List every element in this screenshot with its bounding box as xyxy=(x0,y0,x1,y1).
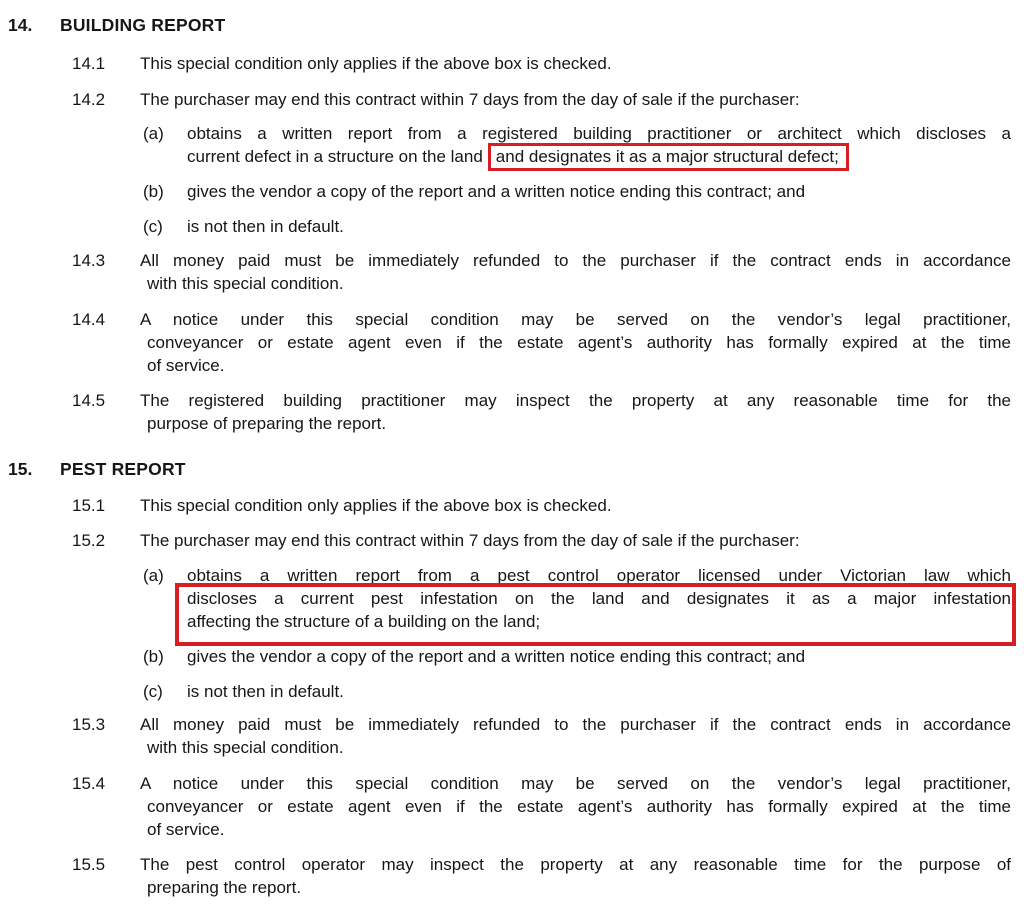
clause-14-5-number: 14.5 xyxy=(72,391,106,410)
building-defect-highlight-box: and designates it as a major structural defect; xyxy=(488,143,849,171)
clause-14-1-number: 14.1 xyxy=(72,54,106,73)
clause-15-2-b-text xyxy=(187,645,1011,668)
clause-14-5 xyxy=(0,389,1024,435)
text-line: A notice under this special condition may be served on the vendor’s legal practitioner, xyxy=(140,310,1011,329)
section-14-heading xyxy=(0,14,1024,37)
clause-15-5 xyxy=(0,853,1024,899)
text-line: The purchaser may end this contract within 7 days from the day of sale if the purchaser: xyxy=(140,531,800,550)
text-line: with this special condition. xyxy=(147,274,344,293)
clause-15-1 xyxy=(0,494,1024,517)
clause-15-2-a-text xyxy=(187,564,1011,633)
clause-15-4 xyxy=(0,772,1024,841)
clause-14-4-text xyxy=(140,308,1011,377)
clause-14-3-number: 14.3 xyxy=(72,251,106,270)
text-line: All money paid must be immediately refunded to the purchaser if the contract ends in accordance xyxy=(140,715,1011,734)
clause-14-2-text xyxy=(140,88,1011,111)
clause-14-3 xyxy=(0,249,1024,295)
clause-15-5-number: 15.5 xyxy=(72,855,106,874)
clause-15-2-number: 15.2 xyxy=(72,531,106,550)
text-line: is not then in default. xyxy=(187,217,344,236)
text-line: conveyancer or estate agent even if the estate agent’s authority has formally expired at the time xyxy=(147,333,1011,352)
clause-14-2-a-label: (a) xyxy=(143,124,164,143)
text-line: preparing the report. xyxy=(147,878,302,897)
clause-15-2-c-label: (c) xyxy=(143,682,163,701)
clause-14-2-a-text xyxy=(187,122,1011,168)
clause-14-2-b xyxy=(0,180,1024,203)
clause-15-5-text xyxy=(140,853,1011,899)
clause-15-2-b xyxy=(0,645,1024,668)
clause-14-2 xyxy=(0,88,1024,111)
text-line: The purchaser may end this contract within 7 days from the day of sale if the purchaser: xyxy=(140,90,800,109)
text-line: All money paid must be immediately refunded to the purchaser if the contract ends in accordance xyxy=(140,251,1011,270)
clause-14-3-text xyxy=(140,249,1011,295)
section-14-title: BUILDING REPORT xyxy=(60,15,226,35)
text-line: A notice under this special condition may be served on the vendor’s legal practitioner, xyxy=(140,774,1011,793)
text-line: purpose of preparing the report. xyxy=(147,414,387,433)
clause-14-2-b-text xyxy=(187,180,1011,203)
text-segment: current defect in a structure on the land xyxy=(187,147,483,166)
clause-15-4-number: 15.4 xyxy=(72,774,106,793)
text-line: gives the vendor a copy of the report and a written notice ending this contract; and xyxy=(187,182,806,201)
text-line: obtains a written report from a registered building practitioner or architect which discloses a xyxy=(187,124,1011,143)
clause-15-2-b-label: (b) xyxy=(143,647,164,666)
clause-15-4-text xyxy=(140,772,1011,841)
clause-15-2 xyxy=(0,529,1024,552)
clause-15-3-number: 15.3 xyxy=(72,715,106,734)
clause-15-3 xyxy=(0,713,1024,759)
section-15-number: 15. xyxy=(8,459,33,479)
text-line: discloses a current pest infestation on the land and designates it as a major infestation xyxy=(187,589,1011,608)
clause-15-2-c xyxy=(0,680,1024,703)
clause-15-2-c-text xyxy=(187,680,1011,703)
clause-15-2-a xyxy=(0,564,1024,633)
text-line: with this special condition. xyxy=(147,738,344,757)
clause-15-1-number: 15.1 xyxy=(72,496,106,515)
text-line: This special condition only applies if the above box is checked. xyxy=(140,496,612,515)
clause-14-2-c-label: (c) xyxy=(143,217,163,236)
clause-14-4 xyxy=(0,308,1024,377)
clause-14-2-c xyxy=(0,215,1024,238)
text-line: gives the vendor a copy of the report and a written notice ending this contract; and xyxy=(187,647,806,666)
text-line: The registered building practitioner may inspect the property at any reasonable time for the xyxy=(140,391,1011,410)
clause-14-5-text xyxy=(140,389,1011,435)
text-line: The pest control operator may inspect the property at any reasonable time for the purpose of xyxy=(140,855,1011,874)
clause-14-1-text xyxy=(140,52,1011,75)
section-15-heading xyxy=(0,458,1024,481)
text-line: obtains a written report from a pest control operator licensed under Victorian law which xyxy=(187,566,1011,585)
clause-15-1-text xyxy=(140,494,1011,517)
clause-14-1 xyxy=(0,52,1024,75)
clause-14-2-a xyxy=(0,122,1024,168)
text-line: of service. xyxy=(147,356,225,375)
clause-14-2-b-label: (b) xyxy=(143,182,164,201)
clause-15-2-a-label: (a) xyxy=(143,566,164,585)
text-line: This special condition only applies if the above box is checked. xyxy=(140,54,612,73)
text-line xyxy=(187,145,1011,168)
text-line: conveyancer or estate agent even if the estate agent’s authority has formally expired at the time xyxy=(147,797,1011,816)
clause-15-3-text xyxy=(140,713,1011,759)
clause-14-4-number: 14.4 xyxy=(72,310,106,329)
text-line: is not then in default. xyxy=(187,682,344,701)
section-15-title: PEST REPORT xyxy=(60,459,186,479)
text-line: affecting the structure of a building on the land; xyxy=(187,612,541,631)
section-14-number: 14. xyxy=(8,15,33,35)
clause-15-2-text xyxy=(140,529,1011,552)
clause-14-2-number: 14.2 xyxy=(72,90,106,109)
text-line: of service. xyxy=(147,820,225,839)
clause-14-2-c-text xyxy=(187,215,1011,238)
